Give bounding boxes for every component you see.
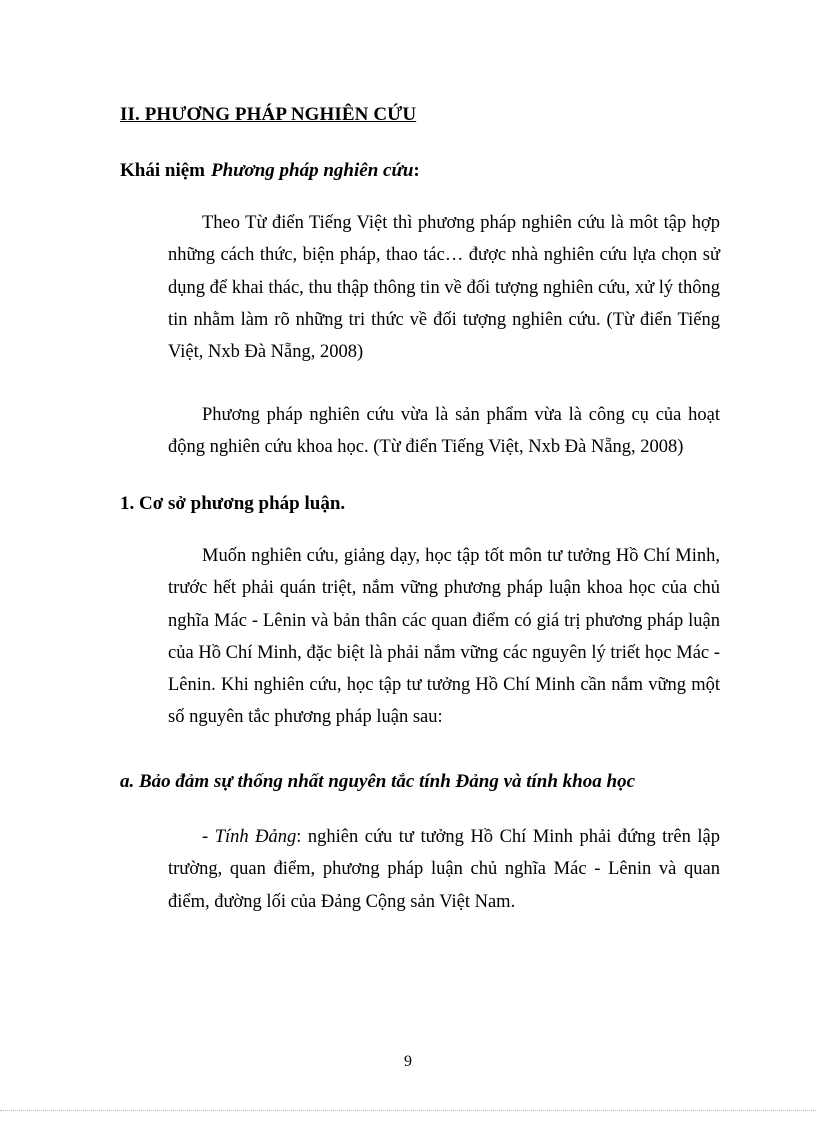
paragraph-party-principle xyxy=(168,821,720,918)
concept-label: Khái niệm xyxy=(120,160,205,181)
page-number: 9 xyxy=(404,1053,412,1070)
paragraph-method-tool: Phương pháp nghiên cứu vừa là sản phẩm vừa là công cụ của hoạt động nghiên cứu khoa học. (Từ điển Tiếng Việt, Nxb Đà Nẵng, 2008) xyxy=(168,405,720,458)
page-bottom-divider xyxy=(0,1110,816,1111)
paragraph-methodology-basis: Muốn nghiên cứu, giảng dạy, học tập tốt môn tư tưởng Hồ Chí Minh, trước hết phải quán triệt, nắm vững phương pháp luận khoa học của chủ nghĩa Mác - Lênin và bản thân các quan điểm có giá trị phương pháp luận của Hồ Chí Minh, đặc biệt là phải nắm vững các nguyên lý triết học Mác - Lênin. Khi nghiên cứu, học tập tư tưởng Hồ Chí Minh cần nắm vững một số nguyên tắc phương pháp luận sau: xyxy=(168,546,720,728)
party-principle-text: : nghiên cứu tư tưởng Hồ Chí Minh phải đứng trên lập trường, quan điểm, phương pháp luận chủ nghĩa Mác - Lênin và quan điểm, đường lối của Đảng Cộng sản Việt Nam. xyxy=(168,827,720,912)
section-1-heading: 1. Cơ sở phương pháp luận. xyxy=(120,493,346,514)
concept-colon: : xyxy=(413,160,420,181)
subsection-a-heading: a. Bảo đảm sự thống nhất nguyên tắc tính Đảng và tính khoa học xyxy=(120,771,636,792)
paragraph-definition: Theo Từ điển Tiếng Việt thì phương pháp nghiên cứu là môt tập hợp những cách thức, biện pháp, thao tác… được nhà nghiên cứu lựa chọn sử dụng để khai thác, thu thập thông tin về đối tượng nghiên cứu, xử lý thông tin nhằm làm rõ những tri thức về đối tượng nghiên cứu. (Từ điển Tiếng Việt, Nxb Đà Nẵng, 2008) xyxy=(168,213,720,363)
main-heading: II. PHƯƠNG PHÁP NGHIÊN CỨU xyxy=(120,104,417,125)
bullet-prefix: - xyxy=(202,827,215,847)
party-principle-term: Tính Đảng xyxy=(214,827,297,847)
concept-term: Phương pháp nghiên cứu xyxy=(210,160,414,181)
concept-definition-line xyxy=(120,160,420,182)
